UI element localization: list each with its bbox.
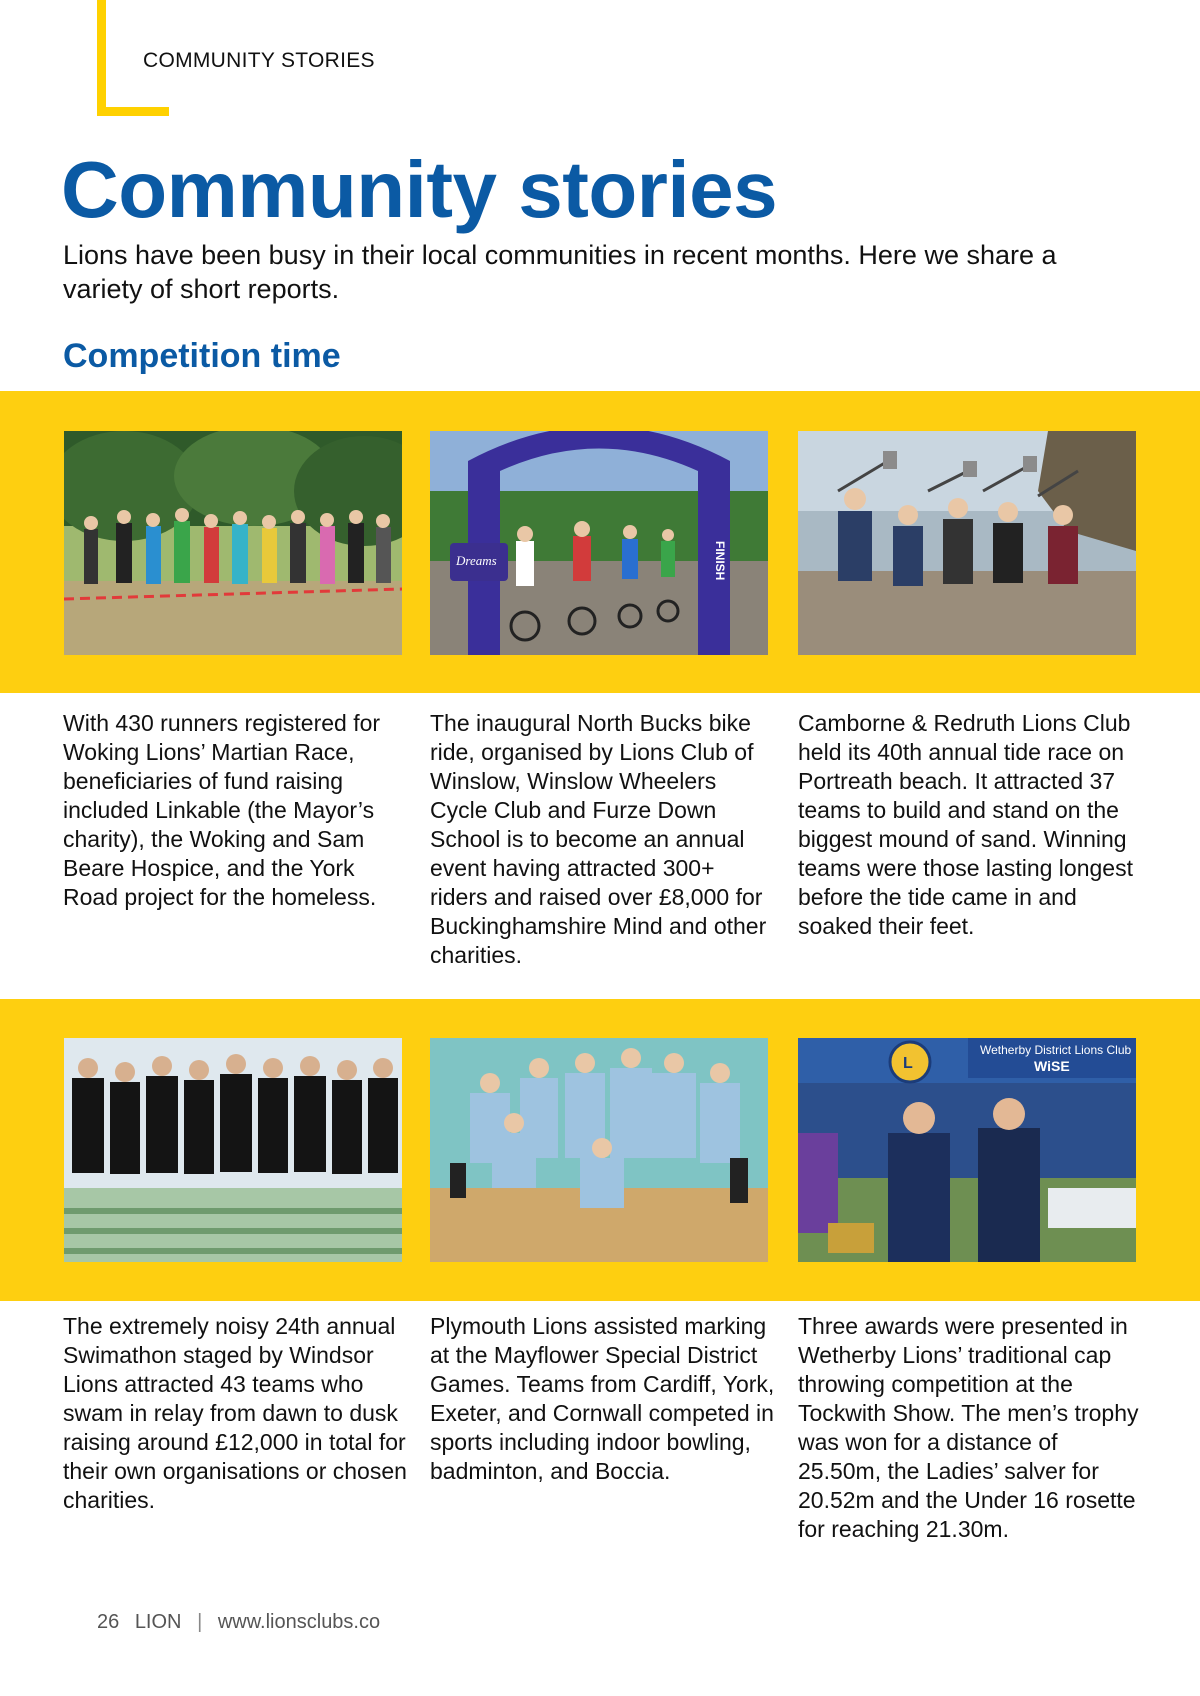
story-caption-6: Three awards were presented in Wetherby Lions’ traditional cap throwing competition at the Tockwith Show. The men’s trophy was won for a distance of 25.50m, the Ladies’ salver for 20.52m and the Under 16 rosette for reaching 21.30m. (798, 1313, 1139, 1542)
footer-separator: | (197, 1611, 203, 1633)
wetherby-banner-text: Wetherby District Lions Club (980, 1043, 1132, 1057)
lions-emblem-text: L (903, 1055, 913, 1072)
photo-bike-ride (430, 431, 768, 655)
page-footer (97, 1611, 390, 1634)
photo-district-games (430, 1038, 768, 1262)
page-number: 26 (97, 1611, 120, 1633)
story-caption-3: Camborne & Redruth Lions Club held its 40th annual tide race on Portreath beach. It attracted 37 teams to build and stand on the biggest mound of sand. Winning teams were those lasting longest before the tide came in and soaked their feet. (798, 710, 1133, 939)
finish-arch-text: FINISH (713, 541, 727, 581)
corner-accent-vertical (97, 0, 106, 116)
story-caption-1: With 430 runners registered for Woking Lions’ Martian Race, beneficiaries of fund raising included Linkable (the Mayor’s charity), the Woking and Sam Beare Hospice, and the York Road project for the homeless. (63, 710, 381, 910)
corner-accent-horizontal (97, 107, 169, 116)
page-title: Community stories (61, 145, 778, 234)
photo-swimathon (64, 1038, 402, 1262)
photo-tide-race (798, 431, 1136, 655)
magazine-name: LION (134, 1611, 182, 1633)
story-caption-2: The inaugural North Bucks bike ride, organised by Lions Club of Winslow, Winslow Wheelers Cycle Club and Furze Down School is to become an annual event having attracted 300+ riders and raised over £8,000 for Buckinghamshire Mind and other charities. (430, 710, 767, 968)
dreams-banner-text: Dreams (456, 553, 497, 568)
photo-cap-throwing (798, 1038, 1136, 1262)
story-caption-4: The extremely noisy 24th annual Swimathon staged by Windsor Lions attracted 43 teams who swam in relay from dawn to dusk raising around £12,000 in total for their own organisations or chosen charities. (63, 1313, 407, 1513)
subheading: Competition time (63, 337, 341, 375)
story-caption-5: Plymouth Lions assisted marking at the Mayflower Special District Games. Teams from Cardiff, York, Exeter, and Cornwall competed in sports including indoor bowling, badminton, and Boccia. (430, 1313, 775, 1484)
photo-martian-race (64, 431, 402, 655)
wise-logo-text: WiSE (1034, 1058, 1070, 1074)
website-link[interactable]: www.lionsclubs.co (217, 1611, 381, 1633)
intro-text: Lions have been busy in their local communities in recent months. Here we share a variety of short reports. (63, 240, 1057, 304)
section-label: COMMUNITY STORIES (143, 49, 375, 72)
